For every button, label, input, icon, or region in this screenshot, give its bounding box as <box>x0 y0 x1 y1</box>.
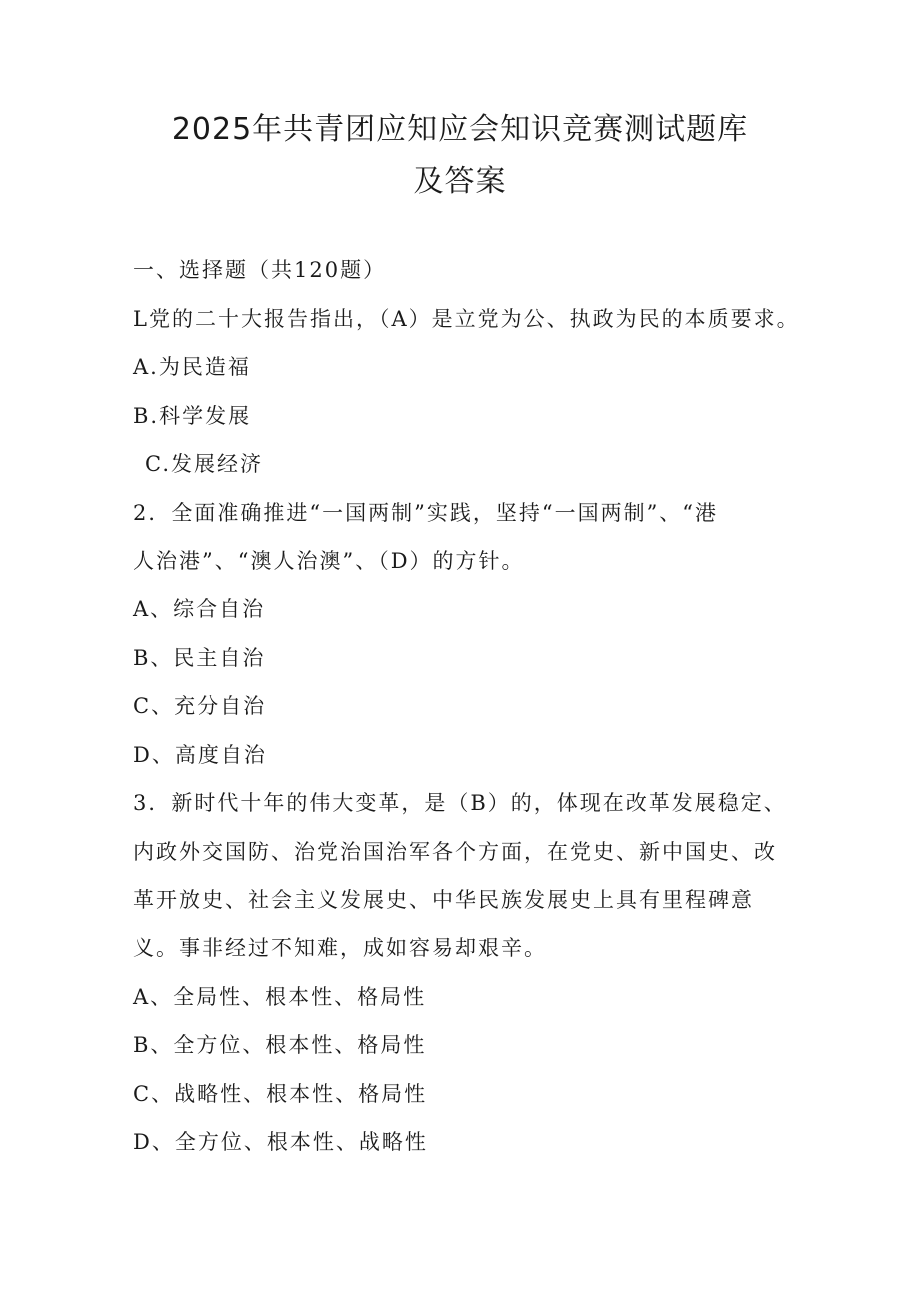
question-3-text-line4: 义。事非经过不知难，成如容易却艰辛。 <box>133 936 547 960</box>
question-2-option-a: A、综合自治 <box>133 597 266 621</box>
question-3-option-a: A、全局性、根本性、格局性 <box>133 985 427 1009</box>
question-3-text-line3: 革开放史、社会主义发展史、中华民族发展史上具有里程碑意 <box>133 888 754 912</box>
question-2-option-d: D、高度自治 <box>133 743 267 767</box>
question-3-text-line2: 内政外交国防、治党治国治军各个方面，在党史、新中国史、改 <box>133 840 777 864</box>
question-2-option-c: C、充分自治 <box>133 694 267 718</box>
question-1-option-c: C.发展经济 <box>145 452 263 476</box>
question-3-option-d: D、全方位、根本性、战略性 <box>133 1130 428 1154</box>
question-1-text: L党的二十大报告指出，（A）是立党为公、执政为民的本质要求。 <box>133 307 800 331</box>
document-title-line2: 及答案 <box>413 164 507 199</box>
section-heading: 一、选择题（共120题） <box>133 258 387 282</box>
question-2-option-b: B、民主自治 <box>133 646 266 670</box>
question-1-option-a: A.为民造福 <box>133 355 251 379</box>
question-3-text-line1: 3．新时代十年的伟大变革，是（B）的，体现在改革发展稳定、 <box>133 791 787 815</box>
question-3-option-c: C、战略性、根本性、格局性 <box>133 1082 428 1106</box>
question-1-option-b: B.科学发展 <box>133 404 252 428</box>
question-2-text-line1: 2．全面准确推进“一国两制”实践，坚持“一国两制”、“港 <box>133 501 719 525</box>
question-3-option-b: B、全方位、根本性、格局性 <box>133 1033 427 1057</box>
question-2-text-line2: 人治港”、“澳人治澳”、（D）的方针。 <box>133 549 525 573</box>
document-title-line1: 2025年共青团应知应会知识竞赛测试题库 <box>171 112 749 147</box>
